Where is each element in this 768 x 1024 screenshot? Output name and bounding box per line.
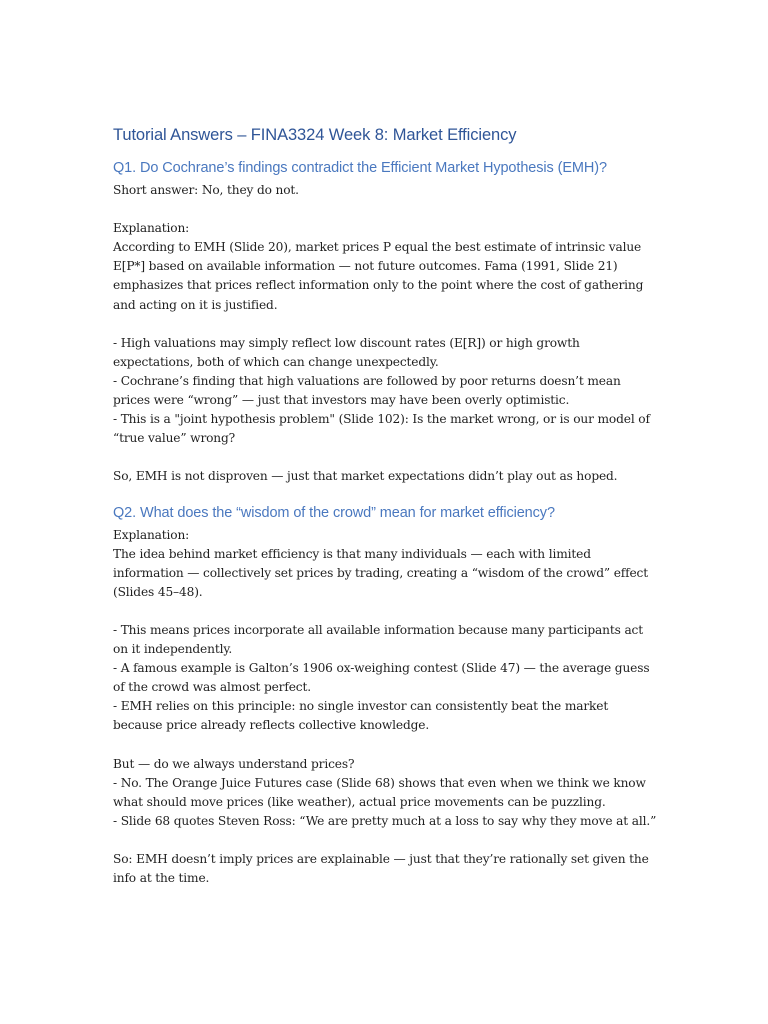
- spacer: [113, 602, 658, 621]
- q1-conclusion: So, EMH is not disproven — just that market expectations didn’t play out as hoped.: [113, 469, 618, 484]
- q2-question-line: But — do we always understand prices?: [113, 756, 355, 771]
- q1-heading: Q1. Do Cochrane’s findings contradict the Efficient Market Hypothesis (EMH)?: [113, 160, 607, 176]
- q1-short-answer: Short answer: No, they do not.: [113, 183, 299, 197]
- spacer: [113, 448, 658, 467]
- q1-explanation-label: Explanation:: [113, 221, 190, 236]
- q1-explanation: According to EMH (Slide 20), market prices P equal the best estimate of intrinsic value E[P*] based on available information — not future outcomes. Fama (1991, Slide 21) emphasizes that prices reflect information only to the point where the cost of gathering and acting on it is justified.: [113, 240, 644, 312]
- q2-conclusion: So: EMH doesn’t imply prices are explainable — just that they’re rationally set given the info at the time.: [113, 852, 649, 886]
- q2-question-bullet: - No. The Orange Juice Futures case (Slide 68) shows that even when we think we know what should move prices (like weather), actual price movements can be puzzling.: [113, 775, 646, 809]
- document-title: Tutorial Answers – FINA3324 Week 8: Market Efficiency: [113, 126, 517, 144]
- spacer: [113, 200, 658, 219]
- spacer: [113, 315, 658, 334]
- q2-question-bullet: - Slide 68 quotes Steven Ross: “We are pretty much at a loss to say why they move at all.”: [113, 813, 657, 828]
- document-page: [113, 124, 658, 888]
- q2-heading: Q2. What does the “wisdom of the crowd” mean for market efficiency?: [113, 504, 555, 521]
- q2-bullet: - This means prices incorporate all available information because many participants act on it independently.: [113, 622, 643, 657]
- spacer: [113, 736, 658, 755]
- q1-bullet: - Cochrane’s finding that high valuations are followed by poor returns doesn’t mean prices were “wrong” — just that investors may have been overly optimistic.: [113, 373, 621, 408]
- q2-explanation: The idea behind market efficiency is that many individuals — each with limited information — collectively set prices by trading, creating a “wisdom of the crowd” effect (Slides 45–48).: [113, 546, 648, 599]
- spacer: [113, 831, 658, 850]
- q2-bullet: - EMH relies on this principle: no single investor can consistently beat the market because price already reflects collective knowledge.: [113, 699, 609, 733]
- q1-bullet: - High valuations may simply reflect low discount rates (E[R]) or high growth expectations, both of which can change unexpectedly.: [113, 335, 580, 369]
- q2-explanation-label: Explanation:: [113, 527, 190, 542]
- q2-bullet: - A famous example is Galton’s 1906 ox-weighing contest (Slide 47) — the average guess of the crowd was almost perfect.: [113, 661, 650, 695]
- q1-bullet: - This is a "joint hypothesis problem" (Slide 102): Is the market wrong, or is our model of “true value” wrong?: [113, 412, 650, 446]
